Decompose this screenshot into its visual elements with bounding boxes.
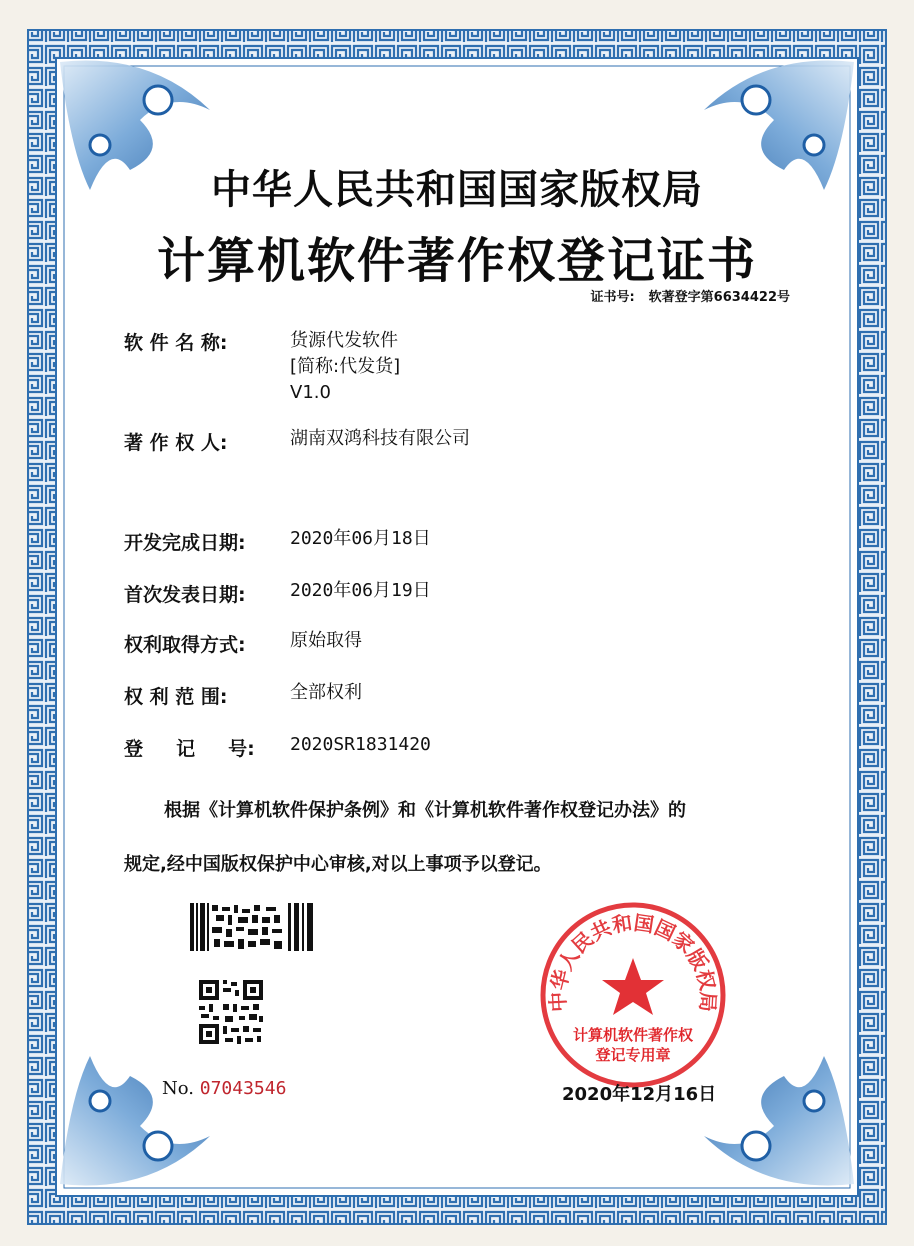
seal-inner-line-2: 登记专用章: [595, 1046, 671, 1064]
issuer-title: 中华人民共和国国家版权局: [211, 166, 703, 213]
software-name: 货源代发软件: [290, 330, 398, 351]
statement-line-1: 根据《计算机软件保护条例》和《计算机软件著作权登记办法》的: [164, 800, 686, 821]
owner-value: 湖南双鸿科技有限公司: [290, 428, 470, 449]
certificate-title: 计算机软件著作权登记证书: [156, 233, 757, 289]
software-name-value: [290, 328, 400, 406]
serial-prefix: No.: [162, 1078, 194, 1099]
barcode-icon: [190, 903, 318, 951]
scope-value: 全部权利: [290, 682, 362, 703]
seal-inner-line-1: 计算机软件著作权: [572, 1026, 694, 1044]
star-icon: [602, 958, 664, 1015]
reg-no-value: 2020SR1831420: [290, 734, 431, 755]
serial-number-value: 07043546: [199, 1078, 287, 1099]
statement-line-2: 规定,经中国版权保护中心审核,对以上事项予以登记。: [124, 854, 552, 875]
software-name-label: 软 件 名 称:: [124, 332, 228, 354]
seal-ring-text: 中华人民共和国国家版权局: [545, 910, 721, 1013]
qr-code-icon: [197, 978, 265, 1046]
serial-number: [162, 1078, 286, 1099]
pub-date-label: 首次发表日期:: [124, 584, 246, 606]
owner-label: 著 作 权 人:: [124, 432, 228, 454]
reg-no-label: 登 记 号:: [124, 738, 255, 760]
acquire-label: 权利取得方式:: [124, 634, 246, 656]
certificate-number-value: 软著登字第6634422号: [648, 290, 790, 305]
certificate-number: [590, 286, 790, 305]
dev-date-label: 开发完成日期:: [124, 532, 246, 554]
acquire-value: 原始取得: [290, 630, 362, 651]
official-seal: [538, 900, 728, 1090]
dev-date-value: 2020年06月18日: [290, 528, 431, 549]
software-short-name: [简称:代发货]: [290, 356, 401, 377]
issue-date: 2020年12月16日: [562, 1084, 717, 1105]
software-version: V1.0: [290, 382, 331, 403]
certificate-number-label: 证书号:: [590, 290, 635, 305]
scope-label: 权 利 范 围:: [124, 686, 228, 708]
pub-date-value: 2020年06月19日: [290, 580, 431, 601]
